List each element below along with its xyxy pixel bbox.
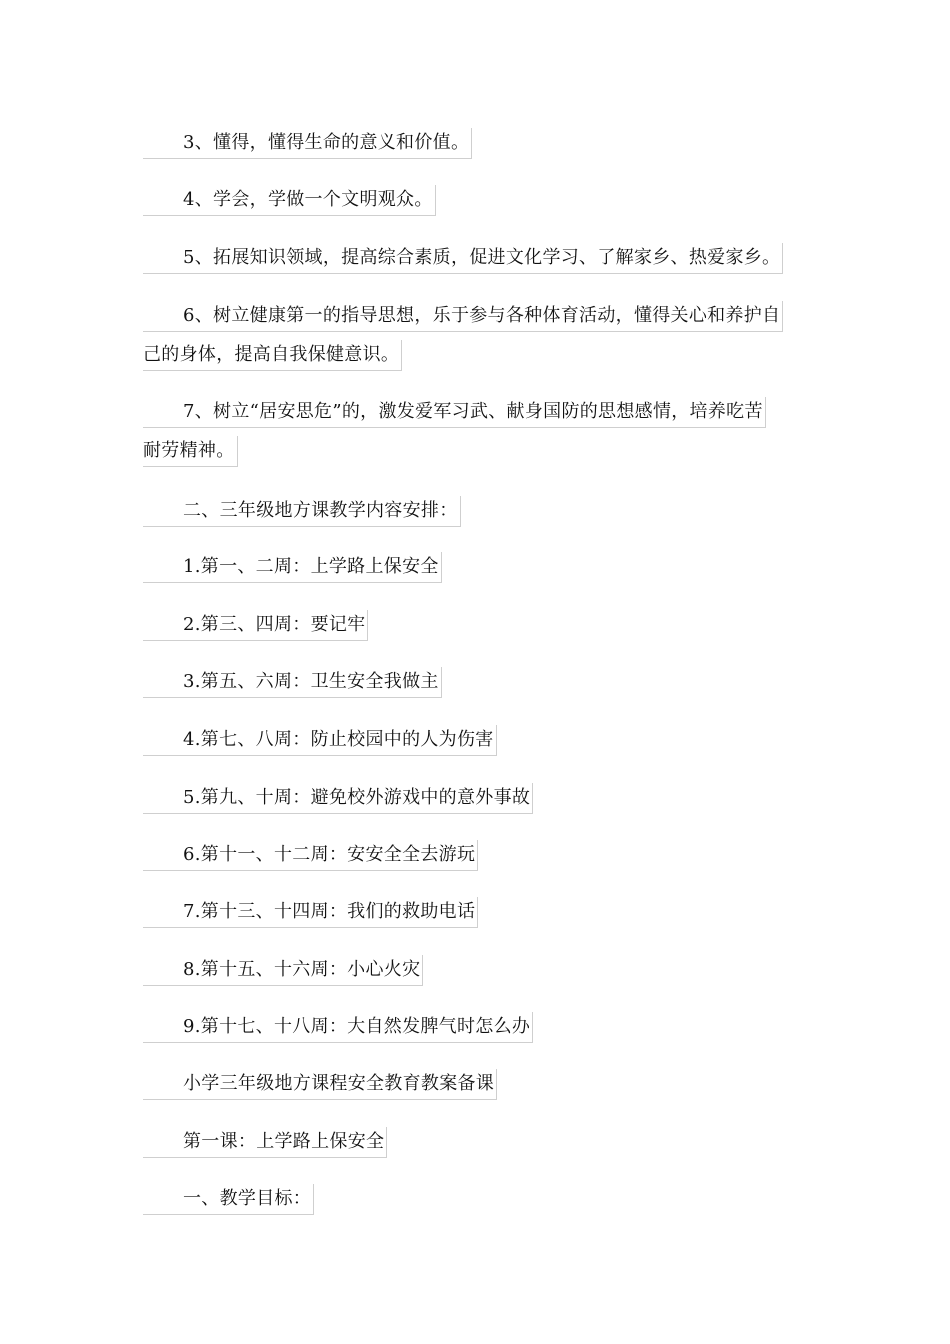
schedule-item-1 <box>143 546 442 585</box>
schedule-item-6 <box>143 834 478 873</box>
paragraph-text-line1: 7、树立“居安思危”的，激发爱军习武、献身国防的思想感情，培养吃苦 <box>143 397 766 428</box>
lesson-plan-title <box>143 1063 497 1102</box>
paragraph-text: 5、拓展知识领域，提高综合素质，促进文化学习、了解家乡、热爱家乡。 <box>143 243 783 274</box>
paragraph-text-line2: 己的身体，提高自我保健意识。 <box>143 340 402 371</box>
section-heading-schedule <box>143 490 461 529</box>
schedule-text: 9.第十七、十八周：大自然发脾气时怎么办 <box>143 1012 533 1043</box>
section-heading-objectives <box>143 1178 314 1217</box>
paragraph-item-4 <box>143 179 436 218</box>
heading-text: 一、教学目标： <box>143 1184 314 1215</box>
paragraph-item-6 <box>143 295 783 373</box>
lesson-title-text: 第一课：上学路上保安全 <box>143 1127 387 1158</box>
paragraph-text-line1: 6、树立健康第一的指导思想，乐于参与各种体育活动，懂得关心和养护自 <box>143 301 783 332</box>
schedule-item-2 <box>143 604 368 643</box>
schedule-text: 4.第七、八周：防止校园中的人为伤害 <box>143 725 497 756</box>
paragraph-text-line2: 耐劳精神。 <box>143 436 238 467</box>
paragraph-item-5 <box>143 237 783 276</box>
schedule-item-3 <box>143 661 442 700</box>
paragraph-text: 3、懂得，懂得生命的意义和价值。 <box>143 128 472 159</box>
paragraph-text: 4、学会，学做一个文明观众。 <box>143 185 436 216</box>
paragraph-item-7 <box>143 391 766 469</box>
title-text: 小学三年级地方课程安全教育教案备课 <box>143 1069 497 1100</box>
schedule-text: 2.第三、四周：要记牢 <box>143 610 368 641</box>
schedule-item-4 <box>143 719 497 758</box>
schedule-text: 1.第一、二周：上学路上保安全 <box>143 552 442 583</box>
heading-text: 二、三年级地方课教学内容安排： <box>143 496 461 527</box>
schedule-text: 7.第十三、十四周：我们的救助电话 <box>143 897 478 928</box>
schedule-item-5 <box>143 777 533 816</box>
schedule-item-9 <box>143 1006 533 1045</box>
schedule-text: 6.第十一、十二周：安安全全去游玩 <box>143 840 478 871</box>
lesson-title <box>143 1121 387 1160</box>
schedule-text: 3.第五、六周：卫生安全我做主 <box>143 667 442 698</box>
schedule-item-7 <box>143 891 478 930</box>
schedule-text: 5.第九、十周：避免校外游戏中的意外事故 <box>143 783 533 814</box>
paragraph-item-3 <box>143 122 472 161</box>
schedule-item-8 <box>143 949 423 988</box>
schedule-text: 8.第十五、十六周：小心火灾 <box>143 955 423 986</box>
